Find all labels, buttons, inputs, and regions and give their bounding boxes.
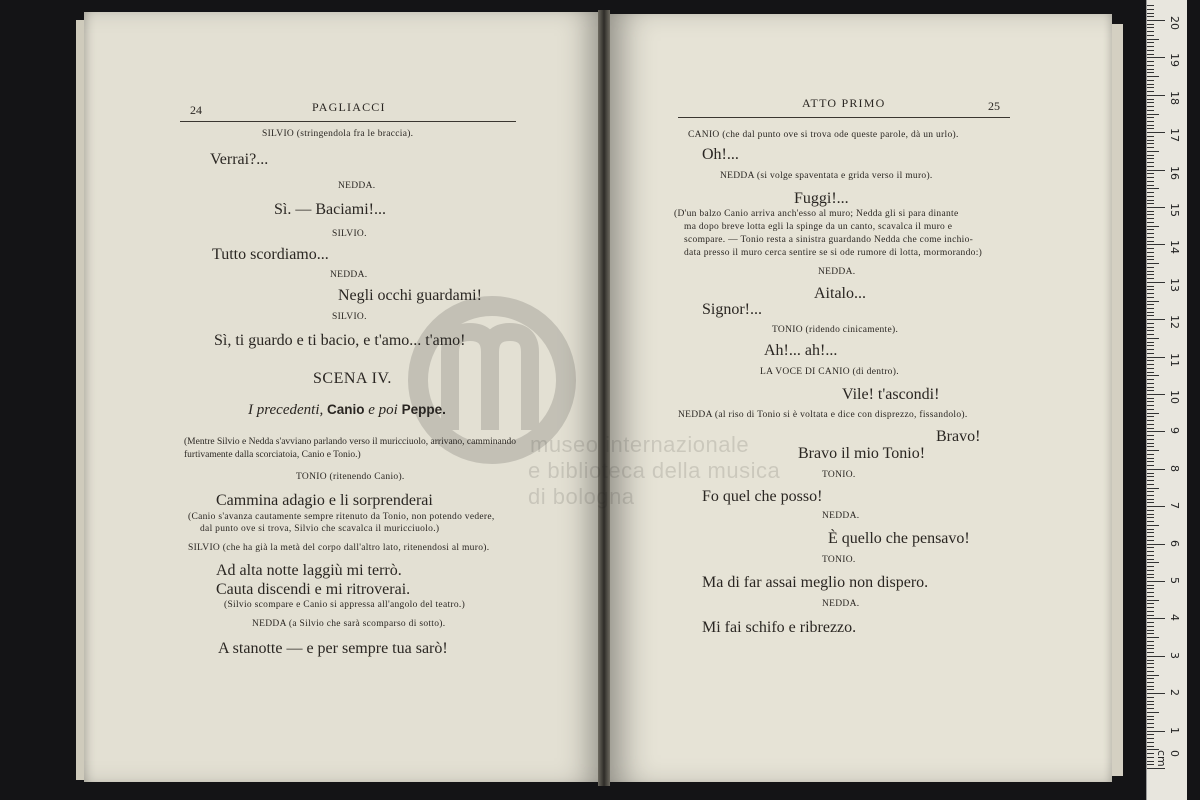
ruler-tick bbox=[1147, 566, 1154, 567]
ruler-tick bbox=[1147, 731, 1165, 732]
ruler-tick bbox=[1147, 345, 1154, 346]
ruler-number: 14 bbox=[1168, 240, 1181, 255]
ruler-tick bbox=[1147, 525, 1159, 526]
book-gutter bbox=[598, 10, 610, 786]
ruler-tick bbox=[1147, 274, 1154, 275]
ruler-tick bbox=[1147, 192, 1154, 193]
ruler-tick bbox=[1147, 91, 1154, 92]
ruler-number: 9 bbox=[1168, 427, 1181, 435]
ruler-tick bbox=[1147, 16, 1154, 17]
ruler-tick bbox=[1147, 166, 1154, 167]
ruler-tick bbox=[1147, 413, 1159, 414]
ruler-tick bbox=[1147, 132, 1165, 133]
right-page bbox=[606, 14, 1112, 782]
ruler-tick bbox=[1147, 746, 1154, 747]
ruler-tick bbox=[1147, 46, 1154, 47]
ruler-tick bbox=[1147, 42, 1154, 43]
ruler-tick bbox=[1147, 87, 1154, 88]
ruler-tick bbox=[1147, 529, 1154, 530]
ruler-tick bbox=[1147, 645, 1154, 646]
ruler-tick bbox=[1147, 222, 1154, 223]
ruler-tick bbox=[1147, 323, 1154, 324]
speaker-direction: NEDDA (al riso di Tonio si è voltata e dice con disprezzo, fissandolo). bbox=[678, 410, 968, 420]
verse-line: Fo quel che posso! bbox=[702, 488, 823, 505]
ruler-number: 8 bbox=[1168, 464, 1181, 472]
ruler-tick bbox=[1147, 686, 1154, 687]
ruler-tick bbox=[1147, 286, 1154, 287]
ruler-tick bbox=[1147, 211, 1154, 212]
ruler-tick bbox=[1147, 151, 1159, 152]
ruler-tick bbox=[1147, 742, 1154, 743]
ruler-tick bbox=[1147, 110, 1154, 111]
ruler-tick bbox=[1147, 394, 1165, 395]
ruler-tick bbox=[1147, 315, 1154, 316]
ruler-tick bbox=[1147, 9, 1154, 10]
ruler-tick bbox=[1147, 136, 1154, 137]
ruler-tick bbox=[1147, 675, 1159, 676]
ruler-tick bbox=[1147, 727, 1154, 728]
ruler-tick bbox=[1147, 761, 1154, 762]
ruler-tick bbox=[1147, 704, 1154, 705]
cast-precedenti: I precedenti, bbox=[248, 402, 324, 418]
speaker-direction: TONIO (ritenendo Canio). bbox=[296, 472, 405, 482]
speaker-direction: SILVIO (che ha già la metà del corpo dall'altro lato, ritenendosi al muro). bbox=[188, 543, 490, 553]
speaker-direction: NEDDA (si volge spaventata e grida verso il muro). bbox=[720, 171, 933, 181]
ruler-tick bbox=[1147, 203, 1154, 204]
ruler-tick bbox=[1147, 69, 1154, 70]
ruler-tick bbox=[1147, 603, 1154, 604]
ruler-tick bbox=[1147, 428, 1154, 429]
ruler-tick bbox=[1147, 738, 1154, 739]
ruler-tick bbox=[1147, 177, 1154, 178]
stage-direction: (Canio s'avanza cautamente sempre ritenuto da Tonio, non potendo vedere, bbox=[188, 512, 495, 522]
speaker-direction: TONIO (ridendo cinicamente). bbox=[772, 325, 899, 335]
ruler-tick bbox=[1147, 170, 1165, 171]
ruler-tick bbox=[1147, 244, 1165, 245]
stage-direction: (Mentre Silvio e Nedda s'avviano parlando verso il muricciuolo, arrivano, camminando furtivamente dalla scorciatoia, Canio e Tonio.) bbox=[184, 437, 517, 460]
ruler-tick bbox=[1147, 226, 1159, 227]
cast-peppe: Peppe. bbox=[401, 402, 446, 417]
ruler-tick bbox=[1147, 768, 1165, 769]
ruler-tick bbox=[1147, 99, 1154, 100]
cast-e-poi: e poi bbox=[368, 402, 398, 418]
verse-line: È quello che pensavo! bbox=[828, 530, 970, 547]
ruler-tick bbox=[1147, 84, 1154, 85]
stage-direction: (Silvio scompare e Canio si appressa all'angolo del teatro.) bbox=[224, 600, 466, 610]
ruler-tick bbox=[1147, 214, 1154, 215]
ruler-tick bbox=[1147, 585, 1154, 586]
ruler-tick bbox=[1147, 196, 1154, 197]
ruler-number: 7 bbox=[1168, 502, 1181, 510]
ruler-tick bbox=[1147, 484, 1154, 485]
ruler-tick bbox=[1147, 671, 1154, 672]
speaker-name: NEDDA. bbox=[338, 181, 376, 191]
ruler-tick bbox=[1147, 458, 1154, 459]
ruler-tick bbox=[1147, 76, 1159, 77]
ruler-tick bbox=[1147, 656, 1165, 657]
ruler-number: 10 bbox=[1168, 390, 1181, 404]
verse-line: Bravo il mio Tonio! bbox=[798, 445, 926, 462]
ruler-tick bbox=[1147, 461, 1154, 462]
stage-direction: scompare. — Tonio resta a sinistra guardando Nedda che come inchio- bbox=[684, 235, 974, 245]
verse-line: Ad alta notte laggiù mi terrò. bbox=[216, 562, 402, 579]
ruler-tick bbox=[1147, 54, 1154, 55]
verse-line: Cammina adagio e li sorprenderai bbox=[216, 492, 433, 509]
ruler-tick bbox=[1147, 618, 1165, 619]
ruler-tick bbox=[1147, 334, 1154, 335]
speaker-name: NEDDA. bbox=[822, 511, 860, 521]
ruler-tick bbox=[1147, 409, 1154, 410]
ruler-tick bbox=[1147, 207, 1165, 208]
ruler-number: 2 bbox=[1168, 689, 1181, 697]
ruler-tick bbox=[1147, 536, 1154, 537]
ruler-tick bbox=[1147, 499, 1154, 500]
ruler-tick bbox=[1147, 383, 1154, 384]
ruler-tick bbox=[1147, 35, 1154, 36]
ruler-tick bbox=[1147, 20, 1165, 21]
ruler-tick bbox=[1147, 491, 1154, 492]
ruler-tick bbox=[1147, 416, 1154, 417]
verse-line: Tutto scordiamo... bbox=[212, 246, 329, 263]
ruler-tick bbox=[1147, 723, 1154, 724]
speaker-name: TONIO. bbox=[822, 555, 856, 565]
ruler-tick bbox=[1147, 256, 1154, 257]
ruler-tick bbox=[1147, 689, 1154, 690]
ruler-tick bbox=[1147, 697, 1154, 698]
ruler-tick bbox=[1147, 465, 1154, 466]
ruler-tick bbox=[1147, 106, 1154, 107]
ruler-tick bbox=[1147, 375, 1159, 376]
ruler-tick bbox=[1147, 473, 1154, 474]
ruler-tick bbox=[1147, 469, 1165, 470]
ruler-tick bbox=[1147, 701, 1154, 702]
ruler-number: 11 bbox=[1168, 352, 1181, 367]
ruler-tick bbox=[1147, 372, 1154, 373]
ruler-tick bbox=[1147, 271, 1154, 272]
ruler-tick bbox=[1147, 435, 1154, 436]
ruler-number: 1 bbox=[1168, 726, 1181, 734]
ruler-tick bbox=[1147, 495, 1154, 496]
ruler-tick bbox=[1147, 387, 1154, 388]
ruler-tick bbox=[1147, 368, 1154, 369]
ruler-tick bbox=[1147, 405, 1154, 406]
speaker-name: NEDDA. bbox=[822, 599, 860, 609]
ruler-tick bbox=[1147, 517, 1154, 518]
ruler-tick bbox=[1147, 248, 1154, 249]
speaker-direction: CANIO (che dal punto ove si trova ode queste parole, dà un urlo). bbox=[688, 130, 959, 140]
verse-line: Cauta discendi e mi ritroverai. bbox=[216, 581, 411, 598]
ruler-tick bbox=[1147, 581, 1165, 582]
ruler-tick bbox=[1147, 600, 1159, 601]
ruler-tick bbox=[1147, 544, 1165, 545]
ruler-tick bbox=[1147, 301, 1159, 302]
verse-line: Ma di far assai meglio non dispero. bbox=[702, 574, 929, 591]
ruler-tick bbox=[1147, 121, 1154, 122]
ruler-tick bbox=[1147, 24, 1154, 25]
ruler-tick bbox=[1147, 237, 1154, 238]
ruler-tick bbox=[1147, 446, 1154, 447]
ruler-tick bbox=[1147, 158, 1154, 159]
ruler-tick bbox=[1147, 588, 1154, 589]
verse-line: Ah!... ah!... bbox=[764, 342, 838, 359]
ruler-number: 3 bbox=[1168, 651, 1181, 659]
ruler-tick bbox=[1147, 293, 1154, 294]
ruler-tick bbox=[1147, 547, 1154, 548]
ruler-tick bbox=[1147, 5, 1154, 6]
ruler-tick bbox=[1147, 65, 1154, 66]
ruler-tick bbox=[1147, 229, 1154, 230]
ruler-tick bbox=[1147, 521, 1154, 522]
ruler-tick bbox=[1147, 532, 1154, 533]
ruler-number: 20 bbox=[1168, 16, 1181, 30]
ruler-number: 0 cm bbox=[1155, 750, 1181, 767]
verse-line: Fuggi!... bbox=[794, 190, 849, 207]
ruler-tick bbox=[1147, 559, 1154, 560]
ruler-tick bbox=[1147, 592, 1154, 593]
verse-line: Mi fai schifo e ribrezzo. bbox=[702, 619, 857, 636]
verse-line: Vile! t'ascondi! bbox=[842, 386, 940, 403]
ruler-tick bbox=[1147, 308, 1154, 309]
ruler-tick bbox=[1147, 667, 1154, 668]
ruler-tick bbox=[1147, 233, 1154, 234]
ruler-tick bbox=[1147, 555, 1154, 556]
ruler-tick bbox=[1147, 420, 1154, 421]
verse-line: A stanotte — e per sempre tua sarò! bbox=[218, 640, 448, 657]
ruler-tick bbox=[1147, 117, 1154, 118]
speaker-direction: SILVIO (stringendola fra le braccia). bbox=[262, 129, 414, 139]
ruler-tick bbox=[1147, 31, 1154, 32]
ruler-tick bbox=[1147, 577, 1154, 578]
ruler-number: 16 bbox=[1168, 165, 1181, 180]
watermark-line: di bologna bbox=[528, 484, 635, 509]
ruler-tick bbox=[1147, 719, 1154, 720]
measurement-ruler bbox=[1146, 0, 1187, 800]
page-number: 25 bbox=[988, 99, 1000, 113]
ruler-tick bbox=[1147, 663, 1154, 664]
speaker-direction: LA VOCE DI CANIO (di dentro). bbox=[760, 367, 899, 377]
ruler-tick bbox=[1147, 162, 1154, 163]
ruler-tick bbox=[1147, 353, 1154, 354]
watermark-line: e biblioteca della musica bbox=[528, 458, 781, 483]
ruler-tick bbox=[1147, 401, 1154, 402]
ruler-number: 15 bbox=[1168, 203, 1181, 217]
ruler-tick bbox=[1147, 200, 1154, 201]
ruler-tick bbox=[1147, 454, 1154, 455]
ruler-tick bbox=[1147, 431, 1165, 432]
ruler-tick bbox=[1147, 648, 1154, 649]
ruler-number: 12 bbox=[1168, 315, 1181, 330]
verse-line: Sì. — Baciami!... bbox=[274, 201, 386, 218]
ruler-number: 13 bbox=[1168, 277, 1181, 292]
ruler-tick bbox=[1147, 338, 1159, 339]
ruler-tick bbox=[1147, 510, 1154, 511]
ruler-tick bbox=[1147, 312, 1154, 313]
verse-line: Aitalo... bbox=[814, 285, 866, 302]
ruler-tick bbox=[1147, 357, 1165, 358]
ruler-tick bbox=[1147, 439, 1154, 440]
stage-direction: data presso il muro cerca sentire se si ode rumore di lotta, mormorando:) bbox=[684, 248, 983, 258]
ruler-tick bbox=[1147, 607, 1154, 608]
ruler-tick bbox=[1147, 304, 1154, 305]
running-head: ATTO PRIMO bbox=[802, 96, 886, 110]
verse-line: Oh!... bbox=[702, 146, 739, 163]
ruler-tick bbox=[1147, 630, 1154, 631]
verse-line: Signor!... bbox=[702, 301, 762, 318]
ruler-number: 17 bbox=[1168, 128, 1181, 143]
ruler-tick bbox=[1147, 342, 1154, 343]
speaker-name: TONIO. bbox=[822, 470, 856, 480]
ruler-number: 19 bbox=[1168, 53, 1181, 68]
speaker-name: NEDDA. bbox=[330, 270, 368, 280]
ruler-tick bbox=[1147, 562, 1159, 563]
speaker-name: SILVIO. bbox=[332, 312, 367, 322]
ruler-tick bbox=[1147, 615, 1154, 616]
ruler-tick bbox=[1147, 327, 1154, 328]
ruler-tick bbox=[1147, 514, 1154, 515]
ruler-tick bbox=[1147, 72, 1154, 73]
ruler-tick bbox=[1147, 611, 1154, 612]
ruler-tick bbox=[1147, 480, 1154, 481]
ruler-tick bbox=[1147, 102, 1154, 103]
ruler-tick bbox=[1147, 188, 1159, 189]
ruler-tick bbox=[1147, 27, 1154, 28]
ruler-number: 4 bbox=[1168, 614, 1181, 622]
ruler-tick bbox=[1147, 734, 1154, 735]
ruler-tick bbox=[1147, 551, 1154, 552]
ruler-tick bbox=[1147, 61, 1154, 62]
ruler-tick bbox=[1147, 450, 1159, 451]
ruler-tick bbox=[1147, 80, 1154, 81]
ruler-tick bbox=[1147, 39, 1159, 40]
ruler-tick bbox=[1147, 155, 1154, 156]
ruler-tick bbox=[1147, 626, 1154, 627]
ruler-tick bbox=[1147, 678, 1154, 679]
ruler-tick bbox=[1147, 241, 1154, 242]
stage-direction: dal punto ove si trova, Silvio che scavalca il muricciuolo.) bbox=[200, 524, 440, 534]
ruler-tick bbox=[1147, 716, 1154, 717]
page-number: 24 bbox=[190, 103, 202, 117]
ruler-tick bbox=[1147, 95, 1165, 96]
ruler-tick bbox=[1147, 263, 1159, 264]
ruler-tick bbox=[1147, 13, 1154, 14]
ruler-number: 6 bbox=[1168, 539, 1181, 547]
speaker-name: NEDDA. bbox=[818, 267, 856, 277]
ruler-tick bbox=[1147, 693, 1165, 694]
ruler-tick bbox=[1147, 476, 1154, 477]
ruler-tick bbox=[1147, 398, 1154, 399]
verse-line: Verrai?... bbox=[210, 151, 269, 168]
ruler-tick bbox=[1147, 267, 1154, 268]
ruler-tick bbox=[1147, 140, 1154, 141]
ruler-tick bbox=[1147, 282, 1165, 283]
stage-direction: (D'un balzo Canio arriva anch'esso al muro; Nedda gli si para dinante bbox=[674, 209, 959, 219]
ruler-tick bbox=[1147, 708, 1154, 709]
ruler-number: 18 bbox=[1168, 90, 1181, 105]
header-rule bbox=[678, 117, 1010, 118]
ruler-number: 5 bbox=[1168, 577, 1181, 584]
ruler-tick bbox=[1147, 502, 1154, 503]
ruler-tick bbox=[1147, 143, 1154, 144]
ruler-tick bbox=[1147, 540, 1154, 541]
ruler-tick bbox=[1147, 185, 1154, 186]
ruler-tick bbox=[1147, 364, 1154, 365]
ruler-tick bbox=[1147, 488, 1159, 489]
ruler-tick bbox=[1147, 297, 1154, 298]
ruler-tick bbox=[1147, 641, 1154, 642]
ruler-tick bbox=[1147, 218, 1154, 219]
ruler-tick bbox=[1147, 757, 1154, 758]
ruler-tick bbox=[1147, 360, 1154, 361]
speaker-name: SILVIO. bbox=[332, 229, 367, 239]
ruler-tick bbox=[1147, 574, 1154, 575]
ruler-tick bbox=[1147, 147, 1154, 148]
verse-line: Bravo! bbox=[936, 428, 981, 445]
ruler-tick bbox=[1147, 319, 1165, 320]
ruler-tick bbox=[1147, 181, 1154, 182]
ruler-tick bbox=[1147, 259, 1154, 260]
ruler-tick bbox=[1147, 252, 1154, 253]
ruler-tick bbox=[1147, 637, 1159, 638]
verse-line: Sì, ti guardo e ti bacio, e t'amo... t'amo! bbox=[214, 332, 466, 349]
verse-line: Negli occhi guardami! bbox=[338, 287, 482, 304]
ruler-tick bbox=[1147, 379, 1154, 380]
scene-title: SCENA IV. bbox=[313, 370, 392, 387]
ruler-tick bbox=[1147, 114, 1159, 115]
ruler-tick bbox=[1147, 660, 1154, 661]
ruler-tick bbox=[1147, 622, 1154, 623]
ruler-tick bbox=[1147, 443, 1154, 444]
ruler-tick bbox=[1147, 330, 1154, 331]
ruler-tick bbox=[1147, 506, 1165, 507]
cast-canio: Canio bbox=[327, 402, 365, 417]
ruler-tick bbox=[1147, 289, 1154, 290]
speaker-direction: NEDDA (a Silvio che sarà scomparso di sotto). bbox=[252, 619, 446, 629]
ruler-tick bbox=[1147, 570, 1154, 571]
ruler-tick bbox=[1147, 633, 1154, 634]
ruler-tick bbox=[1147, 128, 1154, 129]
ruler-tick bbox=[1147, 57, 1165, 58]
ruler-tick bbox=[1147, 173, 1154, 174]
ruler-tick bbox=[1147, 50, 1154, 51]
ruler-tick bbox=[1147, 753, 1154, 754]
running-head: PAGLIACCI bbox=[312, 100, 386, 114]
ruler-tick bbox=[1147, 278, 1154, 279]
ruler-tick bbox=[1147, 764, 1154, 765]
ruler-tick bbox=[1147, 349, 1154, 350]
ruler-tick bbox=[1147, 682, 1154, 683]
ruler-tick bbox=[1147, 652, 1154, 653]
ruler-tick bbox=[1147, 712, 1159, 713]
stage-direction: ma dopo breve lotta egli la spinge da un canto, scavalca il muro e bbox=[684, 222, 953, 232]
watermark-line: museo internazionale bbox=[530, 432, 750, 457]
ruler-tick bbox=[1147, 390, 1154, 391]
header-rule bbox=[180, 121, 516, 122]
ruler-tick bbox=[1147, 596, 1154, 597]
ruler-tick bbox=[1147, 424, 1154, 425]
ruler-tick bbox=[1147, 125, 1154, 126]
